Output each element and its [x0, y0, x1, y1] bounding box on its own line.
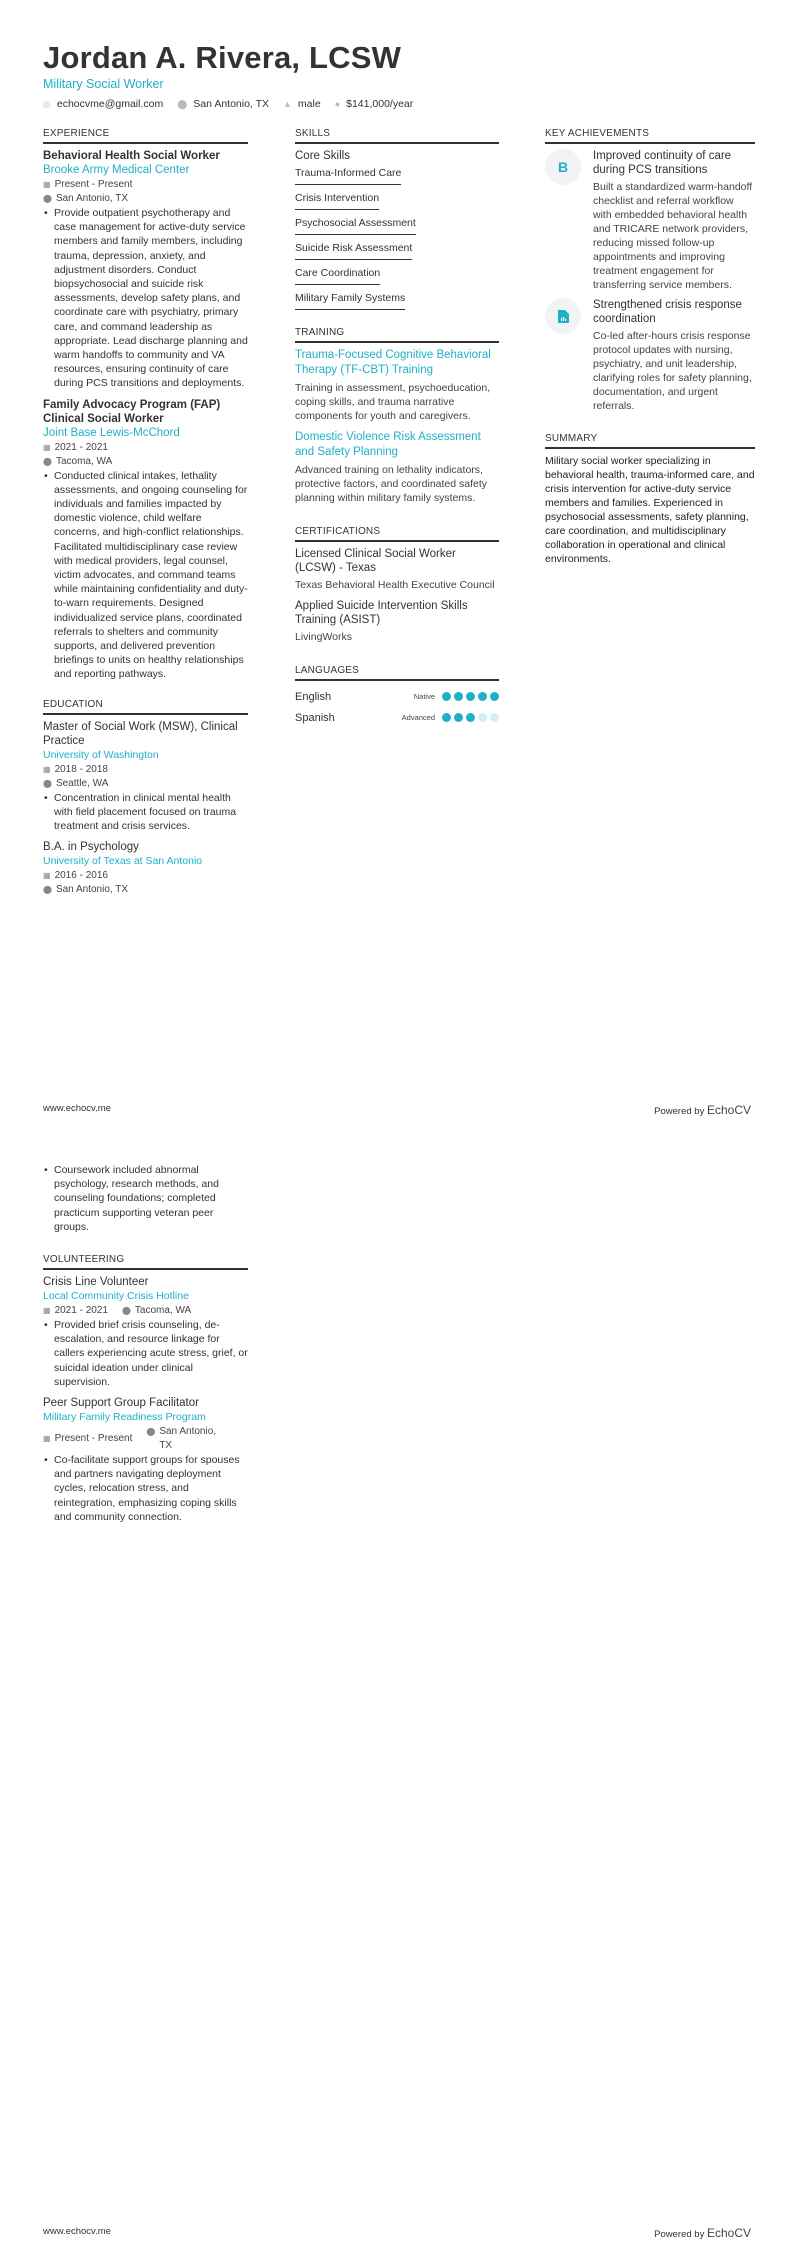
summary-text: Military social worker specializing in behavioral health, trauma-informed care, and crisis intervention for active-duty service members and families. Experienced in psychosocial assessments, safety planning, care coordination, and multidisciplinary collaboration in operational and clinical environments.	[545, 455, 755, 565]
dates: Present - Present	[54, 1433, 133, 1445]
powered-by-label: Powered by	[654, 1106, 705, 1117]
language-item	[295, 707, 499, 728]
organization: Joint Base Lewis-McChord	[43, 426, 180, 439]
resume-page-2	[0, 1123, 794, 2246]
location-icon: ⬤	[177, 99, 188, 109]
skill-list	[295, 163, 499, 313]
left-column	[43, 1163, 248, 1531]
proficiency-dot	[478, 692, 487, 701]
letter-b-icon: B	[545, 149, 581, 185]
proficiency-dot	[442, 713, 451, 722]
experience-item	[43, 398, 248, 682]
calendar-icon: ▦	[43, 1306, 51, 1316]
achievement-description: Built a standardized warm-handoff checklist and referral workflow with embedded behavioral health and TRICARE network providers, reducing missed follow-up appointments and improving treatment engagement for transferring service members.	[593, 181, 753, 291]
training-description: Training in assessment, psychoeducation, coping skills, and trauma narrative components for youth and caregivers.	[295, 382, 491, 422]
location: San Antonio, TX	[55, 193, 129, 204]
skill-item: Crisis Intervention	[295, 188, 379, 210]
calendar-icon: ▦	[43, 442, 51, 452]
volunteer-item	[43, 1275, 248, 1389]
skill-item: Care Coordination	[295, 263, 380, 285]
certification-item	[295, 547, 499, 592]
volunteer-title: Crisis Line Volunteer	[43, 1276, 149, 1289]
section-title-experience: EXPERIENCE	[43, 128, 248, 144]
section-title-education: EDUCATION	[43, 699, 248, 715]
bullet: • Coursework included abnormal psychology, research methods, and counseling foundations; completed practicum supporting veteran peer groups.	[43, 1163, 248, 1234]
section-title-volunteering: VOLUNTEERING	[43, 1254, 248, 1270]
proficiency-dot	[466, 692, 475, 701]
language-item	[295, 686, 499, 707]
dates: 2016 - 2016	[54, 870, 108, 882]
left-column	[43, 128, 248, 904]
proficiency-dots	[442, 692, 499, 701]
certification-issuer: LivingWorks	[295, 631, 352, 643]
location-pin-icon: ⬤	[121, 1306, 131, 1316]
location-pin-icon: ⬤	[43, 778, 52, 788]
job-title: Military Social Worker	[43, 77, 164, 91]
location: Tacoma, WA	[55, 455, 113, 467]
location: San Antonio, TX	[159, 1426, 217, 1452]
language-name: English	[295, 690, 332, 703]
position-title: Behavioral Health Social Worker	[43, 150, 220, 162]
section-title-certifications: CERTIFICATIONS	[295, 526, 499, 542]
training-title: Trauma-Focused Cognitive Behavioral Therapy (TF-CBT) Training	[295, 349, 491, 376]
footer-powered[interactable]	[654, 1103, 751, 1117]
achievement-item	[545, 149, 755, 292]
achievement-description: Co-led after-hours crisis response protocol updates with nursing, psychiatry, and unit leadership, clarifying roles for safety planning, documentation, and urgent referrals.	[593, 330, 752, 412]
skill-item: Trauma-Informed Care	[295, 163, 401, 185]
calendar-icon: ▦	[43, 180, 51, 189]
skill-group-title: Core Skills	[295, 150, 350, 162]
location: San Antonio, TX	[193, 98, 269, 110]
organization: Military Family Readiness Program	[43, 1411, 206, 1424]
position-title: Family Advocacy Program (FAP) Clinical Social Worker	[43, 398, 221, 425]
candidate-name: Jordan A. Rivera, LCSW	[43, 40, 402, 75]
achievement-item	[545, 298, 755, 413]
location: San Antonio, TX	[55, 884, 129, 896]
achievement-title: Improved continuity of care during PCS transitions	[593, 150, 732, 176]
volunteer-item	[43, 1396, 248, 1524]
bullet: • Concentration in clinical mental health with field placement focused on trauma treatment and crisis services.	[43, 791, 248, 834]
school: University of Washington	[43, 748, 159, 761]
salary: $141,000/year	[346, 98, 414, 110]
bullet: • Provide outpatient psychotherapy and case management for active-duty service members and family members, including trauma, depression, anxiety, and adjustment disorders. Conduct biopsychosocial and suicide risk assessments, develop safety plans, and coordinate care with psychiatry, primary care, and command leadership as appropriate. Lead discharge planning and warm handoffs to community and VA resources, ensuring continuity of care during PCS transitions and deployments.	[43, 206, 248, 391]
dates: Present - Present	[54, 179, 133, 190]
document-chart-icon	[545, 298, 581, 334]
skill-item: Suicide Risk Assessment	[295, 238, 412, 260]
section-title-achievements: KEY ACHIEVEMENTS	[545, 128, 755, 144]
location: Tacoma, WA	[134, 1305, 192, 1317]
degree: Master of Social Work (MSW), Clinical Practice	[43, 720, 238, 747]
bullet: • Co-facilitate support groups for spouses and partners navigating deployment cycles, relocation stress, and reintegration, emphasizing coping skills and community connection.	[43, 1453, 248, 1524]
skill-item: Military Family Systems	[295, 288, 405, 310]
dates: 2021 - 2021	[54, 1305, 108, 1317]
achievement-title: Strengthened crisis response coordination	[593, 299, 742, 325]
calendar-icon: ▦	[43, 871, 51, 881]
footer-site[interactable]: www.echocv.me	[43, 2226, 111, 2237]
dates: 2021 - 2021	[54, 441, 108, 453]
proficiency-dot	[442, 692, 451, 701]
training-description: Advanced training on lethality indicators, protective factors, and coordinated safety planning within military family systems.	[295, 464, 488, 504]
middle-column	[295, 128, 499, 728]
email[interactable]: echocvme@gmail.com	[56, 98, 164, 110]
certification-name: Licensed Clinical Social Worker (LCSW) - Texas	[295, 548, 456, 574]
language-level: Advanced	[401, 713, 435, 722]
education-item	[43, 720, 248, 834]
bullet: • Provided brief crisis counseling, de-escalation, and resource linkage for callers experiencing acute stress, grief, or suicidal ideation under clinical supervision.	[43, 1318, 248, 1389]
certification-issuer: Texas Behavioral Health Executive Council	[295, 579, 495, 591]
organization: Local Community Crisis Hotline	[43, 1290, 189, 1303]
proficiency-dot	[490, 713, 499, 722]
skill-item: Psychosocial Assessment	[295, 213, 416, 235]
calendar-icon: ▦	[43, 1434, 51, 1444]
proficiency-dot	[478, 713, 487, 722]
education-item	[43, 840, 248, 897]
organization: Brooke Army Medical Center	[43, 164, 190, 176]
location: Seattle, WA	[55, 777, 109, 789]
section-title-skills: SKILLS	[295, 128, 499, 144]
salary-icon: ●	[334, 99, 341, 109]
location-pin-icon: ⬤	[43, 456, 52, 466]
certification-item	[295, 599, 499, 644]
certification-name: Applied Suicide Intervention Skills Training (ASIST)	[295, 600, 468, 626]
language-level: Native	[413, 692, 435, 701]
training-item	[295, 348, 499, 423]
degree: B.A. in Psychology	[43, 841, 139, 854]
experience-item	[43, 149, 248, 391]
brand-logo: EchoCV	[706, 1103, 751, 1117]
location-pin-icon: ⬤	[146, 1427, 156, 1437]
email-icon: ◎	[43, 99, 51, 109]
gender: male	[297, 98, 321, 110]
school: University of Texas at San Antonio	[43, 855, 203, 868]
footer-site[interactable]: www.echocv.me	[43, 1103, 111, 1114]
proficiency-dot	[466, 713, 475, 722]
right-column	[545, 128, 755, 566]
volunteer-title: Peer Support Group Facilitator	[43, 1397, 199, 1410]
training-title: Domestic Violence Risk Assessment and Safety Planning	[295, 431, 481, 458]
powered-by-label: Powered by	[654, 2229, 705, 2240]
calendar-icon: ▦	[43, 764, 51, 774]
brand-logo: EchoCV	[706, 2226, 751, 2240]
proficiency-dot	[454, 713, 463, 722]
location-pin-icon: ⬤	[43, 194, 52, 203]
language-name: Spanish	[295, 711, 335, 724]
contact-row	[43, 98, 413, 110]
proficiency-dot	[454, 692, 463, 701]
bullet: • Conducted clinical intakes, lethality assessments, and ongoing counseling for individuals and families impacted by domestic violence, child welfare concerns, and high-conflict relationships. Facilitated multidisciplinary case review with medical providers, legal counsel, victim advocates, and command teams while maintaining confidentiality and duty-to-warn requirements. Designed individualized service plans, coordinated referrals to shelters and community supports, and delivered prevention briefings to units on healthy relationships and reporting pathways.	[43, 469, 248, 682]
section-title-languages: LANGUAGES	[295, 665, 499, 681]
person-icon: ▲	[283, 99, 292, 109]
location-pin-icon: ⬤	[43, 885, 52, 895]
proficiency-dots	[442, 713, 499, 722]
training-item	[295, 430, 499, 505]
footer-powered[interactable]	[654, 2226, 751, 2240]
section-title-training: TRAINING	[295, 327, 499, 343]
dates: 2018 - 2018	[54, 763, 108, 775]
section-title-summary: SUMMARY	[545, 433, 755, 449]
proficiency-dot	[490, 692, 499, 701]
